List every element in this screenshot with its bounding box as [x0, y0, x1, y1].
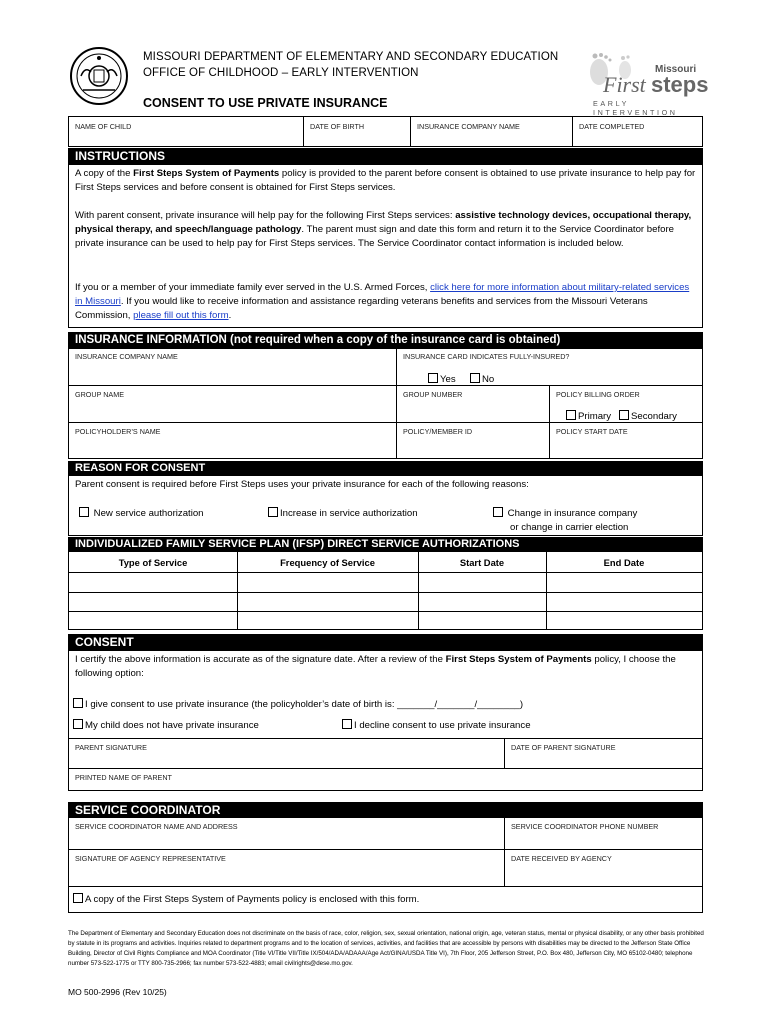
- no-insurance-checkbox[interactable]: [73, 719, 83, 729]
- policy-enclosed-option[interactable]: A copy of the First Steps System of Payments policy is enclosed with this form.: [73, 893, 419, 905]
- instructions-heading: INSTRUCTIONS: [68, 148, 703, 165]
- secondary-checkbox[interactable]: [619, 410, 629, 420]
- insurance-section: [68, 349, 703, 459]
- change-insurance-checkbox[interactable]: [493, 507, 503, 517]
- policyholder-name-label: POLICYHOLDER’S NAME: [75, 427, 161, 436]
- department-name: MISSOURI DEPARTMENT OF ELEMENTARY AND SECONDARY EDUCATION: [143, 51, 559, 63]
- fully-insured-yes[interactable]: Yes: [428, 373, 456, 385]
- insurance-heading: INSURANCE INFORMATION (not required when a copy of the insurance card is obtained): [68, 332, 703, 349]
- first-steps-logo: [585, 52, 709, 117]
- agency-signature-label: SIGNATURE OF AGENCY REPRESENTATIVE: [75, 854, 226, 863]
- reason-intro: Parent consent is required before First Steps uses your private insurance for each of the following reasons:: [75, 479, 529, 490]
- form-title: CONSENT TO USE PRIVATE INSURANCE: [143, 96, 388, 110]
- consent-option-no-insurance[interactable]: My child does not have private insurance: [73, 719, 259, 731]
- date-completed-label: DATE COMPLETED: [579, 122, 645, 131]
- parent-signature-label: PARENT SIGNATURE: [75, 743, 147, 752]
- ifsp-table: [68, 552, 703, 630]
- billing-secondary[interactable]: Secondary: [619, 410, 677, 422]
- policy-billing-order-label: POLICY BILLING ORDER: [556, 390, 640, 399]
- ifsp-col-start-date: Start Date: [459, 557, 505, 568]
- missouri-state-seal: [69, 46, 129, 106]
- no-checkbox[interactable]: [470, 373, 480, 383]
- policy-member-id-label: POLICY/MEMBER ID: [403, 427, 473, 436]
- date-parent-signature-label: DATE OF PARENT SIGNATURE: [511, 743, 616, 752]
- form-number: MO 500-2996 (Rev 10/25): [68, 987, 167, 997]
- policy-enclosed-checkbox[interactable]: [73, 893, 83, 903]
- consent-option-give[interactable]: I give consent to use private insurance (the policyholder’s date of birth is: _______/_______/________): [73, 698, 523, 710]
- ifsp-heading: INDIVIDUALIZED FAMILY SERVICE PLAN (IFSP) DIRECT SERVICE AUTHORIZATIONS: [68, 537, 703, 552]
- date-received-label: DATE RECEIVED BY AGENCY: [511, 854, 612, 863]
- policy-start-date-label: POLICY START DATE: [556, 427, 628, 436]
- reason-change-insurance[interactable]: Change in insurance company or change in carrier election: [493, 507, 637, 535]
- coordinator-phone-label: SERVICE COORDINATOR PHONE NUMBER: [511, 822, 659, 831]
- name-of-child-label: NAME OF CHILD: [75, 122, 132, 131]
- military-services-link[interactable]: click here for more information about military-related services in Missouri: [75, 282, 690, 308]
- ifsp-col-frequency: Frequency of Service: [280, 557, 375, 568]
- printed-name-label: PRINTED NAME OF PARENT: [75, 773, 172, 782]
- coordinator-name-address-label: SERVICE COORDINATOR NAME AND ADDRESS: [75, 822, 238, 831]
- primary-checkbox[interactable]: [566, 410, 576, 420]
- instructions-paragraph-2: With parent consent, private insurance will help pay for the following First Steps services: assistive technology devices, occupational therapy, physical therapy, and speech/language pathology. The parent must sign and date this form and return it to the Service Coordinator before private insurance can be used to help pay for First Steps services. The Service Coordinator contact information is included below.: [75, 210, 692, 250]
- fully-insured-label: INSURANCE CARD INDICATES FULLY-INSURED?: [403, 352, 570, 361]
- date-of-birth-label: DATE OF BIRTH: [310, 122, 365, 131]
- child-info-row: [68, 116, 703, 147]
- decline-consent-checkbox[interactable]: [342, 719, 352, 729]
- group-number-label: GROUP NUMBER: [403, 390, 463, 399]
- service-coordinator-heading: SERVICE COORDINATOR: [68, 802, 703, 818]
- insurance-company-label: INSURANCE COMPANY NAME: [417, 122, 520, 131]
- billing-primary[interactable]: Primary: [566, 410, 611, 422]
- consent-heading: CONSENT: [68, 634, 703, 651]
- logo-first-text: First: [603, 72, 646, 97]
- reason-increase-service[interactable]: Increase in service authorization: [268, 507, 418, 519]
- table-row: [69, 572, 702, 573]
- logo-tagline: EARLY INTERVENTION: [593, 99, 678, 117]
- table-row: [69, 592, 702, 593]
- reason-heading: REASON FOR CONSENT: [68, 461, 703, 476]
- fully-insured-no[interactable]: No: [470, 373, 494, 385]
- department-heading: [143, 49, 558, 81]
- logo-missouri-text: Missouri: [655, 64, 697, 75]
- increase-service-checkbox[interactable]: [268, 507, 278, 517]
- instructions-paragraph-3: If you or a member of your immediate family ever served in the U.S. Armed Forces, click here for more information about military-related services in Missouri. If you would like to receive information and assistance regarding veterans benefits and services from the Missouri Veterans Commission, please fill out this form.: [75, 282, 690, 322]
- reason-new-service[interactable]: New service authorization: [79, 507, 204, 519]
- instructions-paragraph-1: A copy of the First Steps System of Payments policy is provided to the parent before consent is obtained to use private insurance to help pay for First Steps services and before consent is obtained for First Steps services.: [75, 168, 696, 194]
- insurance-company-name-label: INSURANCE COMPANY NAME: [75, 352, 178, 361]
- office-name: OFFICE OF CHILDHOOD – EARLY INTERVENTION: [143, 67, 419, 79]
- nondiscrimination-notice: The Department of Elementary and Secondary Education does not discriminate on the basis of race, color, religion, sex, sexual orientation, national origin, age, veteran status, mental or physical disability, or any other basis prohibited by statute in its programs and activities. Inquiries related to department programs and to the location of services, activities, and facilities that are accessible by persons with disabilities may be directed to the Jefferson State Office Building, Director of Civil Rights Compliance and MOA Coordinator (Title VI/Title VII/Title IX/504/ADA/ADAAA/Age Act/GINA/USDA Title VI), 7th Floor, 205 Jefferson Street, P.O. Box 480, Jefferson City, MO 65102-0480; telephone number 573-522-1775 or TTY 800-735-2966; fax number 573-522-4883; email civilrights@dese.mo.gov.: [68, 930, 704, 967]
- table-row: [69, 611, 702, 612]
- consent-paragraph: I certify the above information is accurate as of the signature date. After a review of the First Steps System of Payments policy, I choose the following option:: [75, 654, 676, 680]
- ifsp-col-end-date: End Date: [603, 557, 645, 568]
- veterans-form-link[interactable]: please fill out this form: [133, 310, 229, 322]
- logo-steps-text: steps: [651, 72, 709, 97]
- consent-option-decline[interactable]: I decline consent to use private insurance: [342, 719, 531, 731]
- group-name-label: GROUP NAME: [75, 390, 124, 399]
- give-consent-checkbox[interactable]: [73, 698, 83, 708]
- new-service-checkbox[interactable]: [79, 507, 89, 517]
- yes-checkbox[interactable]: [428, 373, 438, 383]
- ifsp-col-type: Type of Service: [118, 557, 188, 568]
